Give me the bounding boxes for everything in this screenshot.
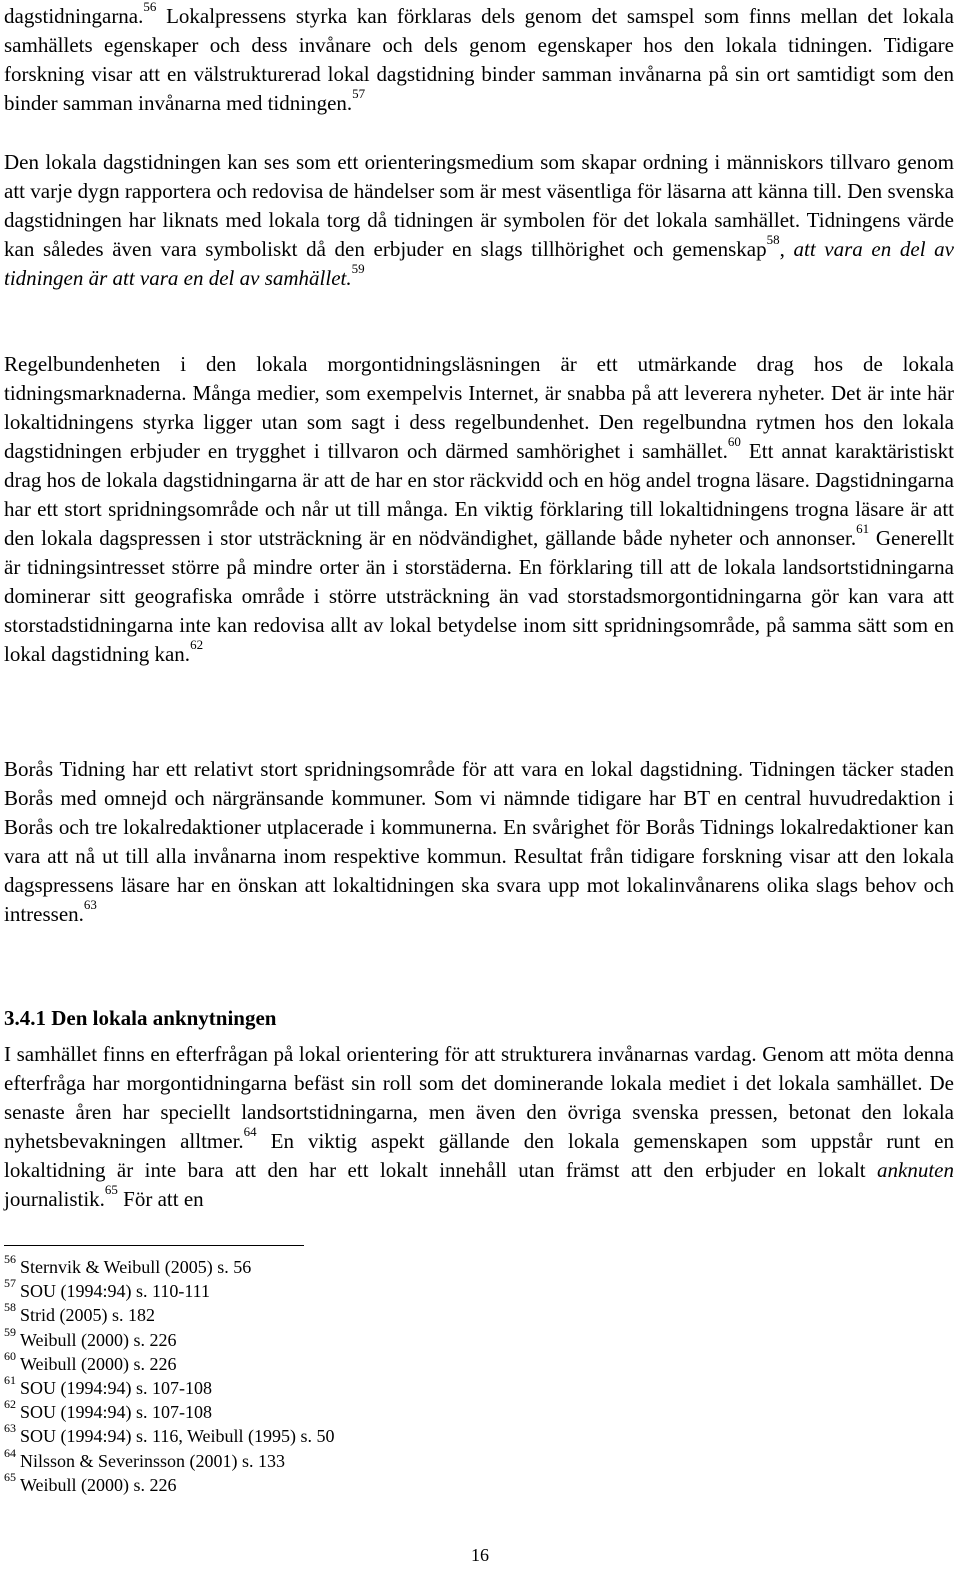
footnote-item: [4, 1421, 335, 1448]
footnote-ref-56[interactable]: 56: [143, 0, 157, 14]
text-run: En viktig aspekt gällande den lokala gemenskapen som uppstår runt en lokaltidning är inte bara att den har ett lokalt innehåll utan främst att den erbjuder en lokalt: [4, 1129, 954, 1182]
footnote-text: Strid (2005) s. 182: [20, 1305, 155, 1326]
footnote-number: 61: [4, 1373, 16, 1388]
footnote-text: Sternvik & Weibull (2005) s. 56: [20, 1257, 252, 1277]
footnote-text: Weibull (2000) s. 226: [20, 1474, 177, 1495]
footnote-number: 56: [4, 1252, 16, 1266]
footnote-number: 57: [4, 1276, 16, 1291]
footnote-text: Weibull (2000) s. 226: [20, 1353, 177, 1374]
footnote-text: Nilsson & Severinsson (2001) s. 133: [20, 1450, 285, 1471]
footnote-ref-62[interactable]: 62: [190, 637, 204, 652]
footnote-item: [4, 1324, 335, 1352]
italic-word: anknuten: [877, 1158, 954, 1182]
footnote-text: SOU (1994:94) s. 116, Weibull (1995) s. 50: [20, 1426, 335, 1447]
paragraph-4: [4, 755, 954, 929]
footnote-number: 60: [4, 1348, 16, 1363]
footnote-number: 62: [4, 1397, 16, 1412]
text-run: För att en: [117, 1187, 204, 1211]
footnote-list: [4, 1252, 335, 1497]
footnote-number: 58: [4, 1300, 16, 1315]
footnote-ref-64[interactable]: 64: [243, 1124, 257, 1139]
text-run: Den lokala dagstidningen kan ses som ett orienteringsmedium som skapar ordning i människors tillvaro genom att varje dygn rapportera och redovisa de händelser som är mest väsentliga för läsarna att känna till. Den svenska dagstidningen har liknats med lokala torg då tidningen är symbolen för det lokala samhället. Tidningens värde kan således även vara symboliskt då den erbjuder en slags tillhörighet och gemenskap: [4, 150, 954, 261]
footnote-text: SOU (1994:94) s. 107-108: [20, 1378, 212, 1399]
text-run: I samhället finns en efterfrågan på lokal orientering för att strukturera invånarnas vardag. Genom att möta denna efterfråga har morgontidningarna befäst sin roll som det dominerande lokala mediet i det lokala samhället. De senaste åren har speciellt landsortstidningarna, men även den övriga svenska pressen, betonat den lokala nyhetsbevakningen alltmer.: [4, 1042, 954, 1153]
footnote-ref-58[interactable]: 58: [766, 232, 780, 247]
footnote-text: Weibull (2000) s. 226: [20, 1329, 177, 1350]
footnote-number: 59: [4, 1324, 16, 1339]
paragraph-2: [4, 148, 954, 293]
footnote-item: [4, 1445, 335, 1473]
text-run: Generellt är tidningsintresset större på mindre orter än i storstäderna. En förklaring till att de lokala landsortstidningarna dominerar sitt geografiska område i större utsträckning än vad storstadsmorgontidningarna gör kan vara att storstadstidningarna inte kan redovisa allt av lokal betydelse inom sitt spridningsområde, på samma sätt som en lokal dagstidning kan.: [4, 526, 955, 666]
footnote-divider: [4, 1245, 304, 1246]
paragraph-1: [4, 2, 954, 118]
footnote-ref-65[interactable]: 65: [104, 1182, 118, 1197]
footnote-ref-60[interactable]: 60: [727, 434, 741, 449]
text-run: Regelbundenheten i den lokala morgontidningsläsningen är ett utmärkande drag hos de lokala tidningsmarknaderna. Många medier, som exempelvis Internet, är snabba på att leverera nyheter. Det är inte här lokaltidningens styrka ligger utan som sagt i dess regelbundenhet. Den regelbundna rytmen hos den lokala dagstidningen erbjuder en trygghet i tillvaron och därmed samhörighet i samhället.: [4, 352, 954, 463]
footnote-ref-63[interactable]: 63: [83, 897, 97, 912]
text-run: ,: [779, 237, 794, 261]
footnote-item: [4, 1276, 335, 1303]
footnote-number: 65: [4, 1469, 16, 1484]
page-number: 16: [471, 1545, 489, 1565]
paragraph-3: [4, 350, 954, 669]
text-run: Ett annat karaktäristiskt drag hos de lokala dagstidningarna är att de har en stor räckvidd och en hög andel trogna läsare. Dagstidningarna har ett stort spridningsområde och når ut till många. En viktig förklaring till lokaltidningens trogna läsare är att den lokala dagspressen i stor utsträckning är en nödvändighet, gällande både nyheter och annonser.: [4, 439, 954, 550]
text-run: dagstidningarna.: [4, 4, 144, 28]
footnote-ref-61[interactable]: 61: [856, 521, 870, 536]
footnote-item: [4, 1300, 335, 1327]
footnote-item: [4, 1348, 335, 1376]
footnote-item: [4, 1373, 335, 1400]
footnote-item: [4, 1397, 335, 1424]
section-heading: 3.4.1 Den lokala anknytningen: [4, 1006, 277, 1030]
footnote-item: [4, 1469, 335, 1497]
text-run: Lokalpressens styrka kan förklaras dels genom det samspel som finns mellan det lokala samhällets egenskaper och dess invånare och dels genom egenskaper hos den lokala tidningen. Tidigare forskning visar att en välstrukturerad lokal dagstidning binder samman invånarna på sin ort samtidigt som den binder samman invånarna med tidningen.: [4, 4, 954, 115]
footnote-number: 63: [4, 1421, 16, 1436]
footnote-ref-59[interactable]: 59: [351, 261, 365, 276]
footnote-text: SOU (1994:94) s. 107-108: [20, 1402, 212, 1423]
paragraph-5: [4, 1040, 954, 1214]
footnote-text: SOU (1994:94) s. 110-111: [20, 1281, 210, 1302]
footnote-ref-57[interactable]: 57: [352, 86, 366, 101]
text-run: journalistik.: [4, 1187, 105, 1211]
footnote-number: 64: [4, 1445, 16, 1460]
text-run: Borås Tidning har ett relativt stort spridningsområde för att vara en lokal dagstidning. Tidningen täcker staden Borås med omnejd och närgränsande kommuner. Som vi nämnde tidigare har BT en central huvudredaktion i Borås och tre lokalredaktioner utplacerade i kommunerna. En svårighet för Borås Tidnings lokalredaktioner kan vara att nå ut till alla invånarna inom respektive kommun. Resultat från tidigare forskning visar att den lokala dagspressens läsare har en önskan att lokaltidningen ska svara upp mot lokalinvånarens olika slags behov och intressen.: [4, 757, 954, 926]
italic-quote: att vara en del av tidningen är att vara en del av samhället.: [4, 237, 954, 290]
footnote-item: [4, 1252, 335, 1279]
